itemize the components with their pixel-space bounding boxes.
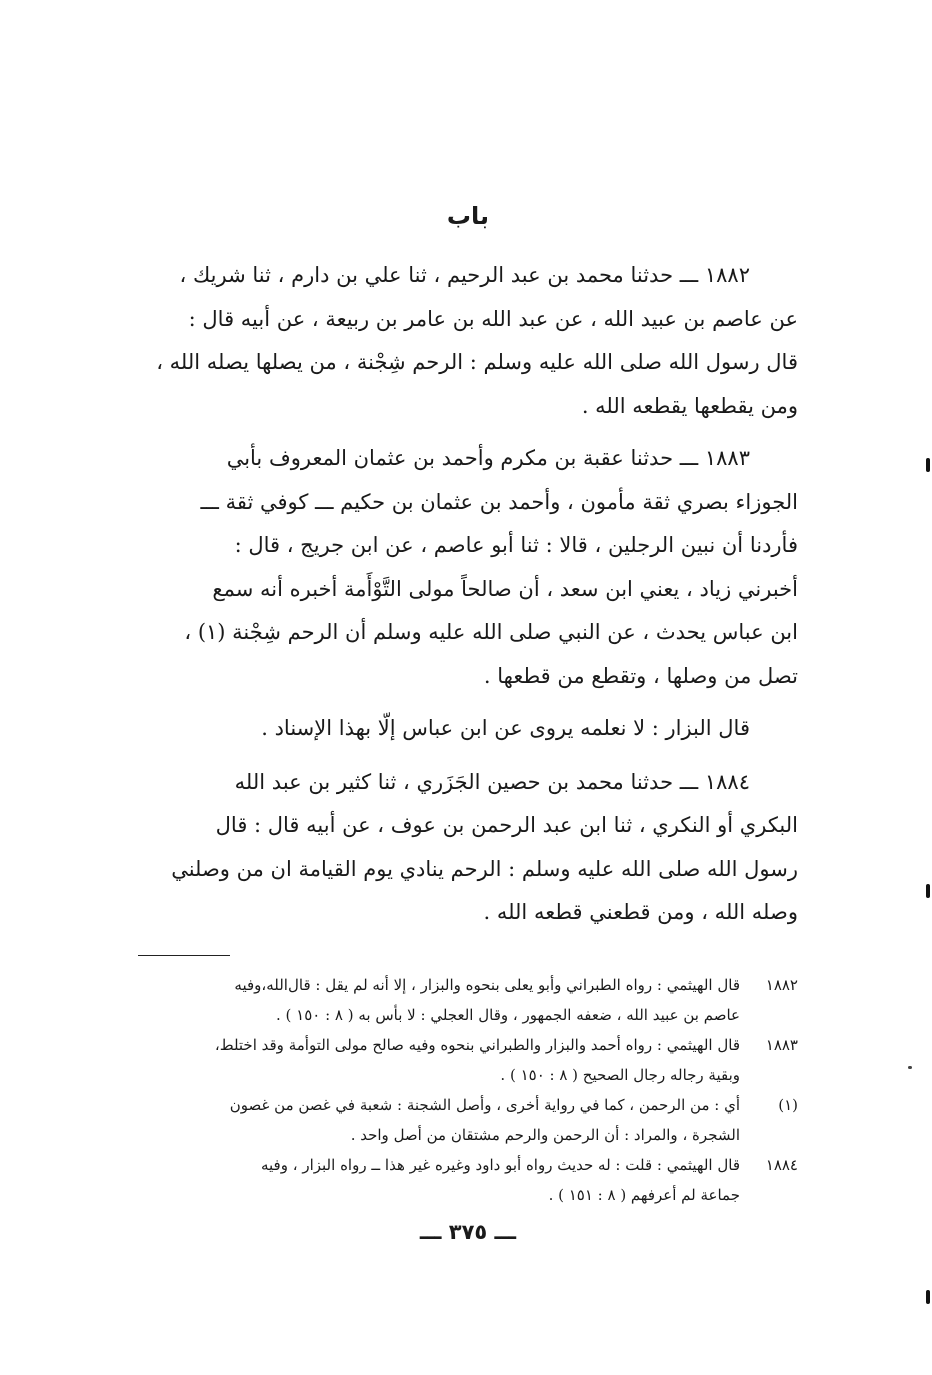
text-line: ومن يقطعها يقطعه الله . <box>581 393 798 418</box>
text-line: فأردنا أن نبين الرجلين ، قالا : ثنا أبو عاصم ، عن ابن جريج ، قال : <box>234 533 798 557</box>
footnote-line: جماعة لم أعرفهم ( ٨ : ١٥١ ) . <box>548 1185 740 1204</box>
hadith-1883 <box>138 437 798 698</box>
text-line: وصله الله ، ومن قطعني قطعه الله . <box>483 900 798 924</box>
page-number: ـــ ٣٧٥ ـــ <box>419 1219 517 1244</box>
page-content <box>138 196 798 1250</box>
footnote-1882 <box>138 970 798 1030</box>
text-line: قال رسول الله صلى الله عليه وسلم : الرحم شِجْنة ، من يصلها يصله الله ، <box>156 350 798 374</box>
text-line: ابن عباس يحدث ، عن النبي صلى الله عليه وسلم أن الرحم شِجْنة (١) ، <box>184 620 798 644</box>
hadith-1884 <box>138 761 798 935</box>
text-line: ١٨٨٤ ـــ حدثنا محمد بن حصين الجَزَري ، ثنا كثير بن عبد الله <box>234 769 750 794</box>
footnote-line: عاصم بن عبيد الله ، ضعفه الجمهور ، وقال العجلي : لا بأس به ( ٨ : ١٥٠ ) . <box>276 1005 740 1024</box>
text-line: ١٨٨٣ ـــ حدثنا عقبة بن مكرم وأحمد بن عثمان المعروف بأبي <box>226 446 750 470</box>
footnote-line: وبقية رجاله رجال الصحيح ( ٨ : ١٥٠ ) . <box>500 1065 740 1084</box>
footnote-line: قال الهيثمي : رواه الطبراني وأبو يعلى بنحوه والبزار ، إلا أنه لم يقل : قال‌الله،وفيه <box>234 975 740 994</box>
footnote-line: قال الهيثمي : قلت : له حديث رواه أبو داود وغيره غير هذا ــ رواه البزار ، وفيه <box>260 1155 740 1174</box>
text-line: تصل من وصلها ، وتقطع من قطعها . <box>483 663 798 688</box>
text-line: عن عاصم بن عبيد الله ، عن عبد الله بن عامر بن ربيعة ، عن أبيه قال : <box>188 306 798 331</box>
footnote-line: قال الهيثمي : رواه أحمد والبزار والطبراني بنحوه وفيه صالح مولى التوأمة وقد اختلط، <box>214 1035 740 1054</box>
footnote-1883 <box>138 1030 798 1090</box>
footnote-line: الشجرة ، والمراد : أن الرحمن والرحم مشتقان من أصل واحد . <box>350 1125 740 1144</box>
text-line: البكري أو النكري ، ثنا ابن عبد الرحمن بن عوف ، عن أبيه قال : قال <box>215 813 798 837</box>
scan-edge-mark <box>926 458 930 472</box>
chapter-title: باب <box>446 202 490 230</box>
footnote-number: ١٨٨٤ <box>765 1155 798 1174</box>
text-line: رسول الله صلى الله عليه وسلم : الرحم ينادي يوم القيامة ان من وصلني <box>171 856 798 881</box>
scan-edge-mark <box>926 884 930 898</box>
hadith-1882 <box>138 254 798 428</box>
footnote-1 <box>138 1090 798 1150</box>
footnote-separator <box>138 955 230 956</box>
footnote-line: أي : من الرحمن ، كما في رواية أخرى ، وأصل الشجنة : شعبة في غصن من غصون <box>229 1095 740 1114</box>
scan-edge-mark <box>926 1290 930 1304</box>
footnote-number: ١٨٨٢ <box>765 975 798 994</box>
footnotes <box>138 970 798 1210</box>
footnote-number: ١٨٨٣ <box>765 1035 798 1054</box>
text-line: أخبرني زياد ، يعني ابن سعد ، أن صالحاً مولى التَّوْأَمة أخبره أنه سمع <box>212 576 798 601</box>
text-line: ١٨٨٢ ـــ حدثنا محمد بن عبد الرحيم ، ثنا علي بن دارم ، ثنا شريك ، <box>179 263 750 287</box>
footnote-1884 <box>138 1150 798 1210</box>
scan-speck <box>908 1066 912 1069</box>
bazzar-statement: قال البزار : لا نعلمه يروى عن ابن عباس إلّا بهذا الإسناد . <box>261 716 750 740</box>
text-line: الجوزاء بصري ثقة مأمون ، وأحمد بن عثمان بن حكيم ـــ كوفي ثقة ـــ <box>200 489 798 514</box>
footnote-number: (١) <box>778 1095 798 1114</box>
